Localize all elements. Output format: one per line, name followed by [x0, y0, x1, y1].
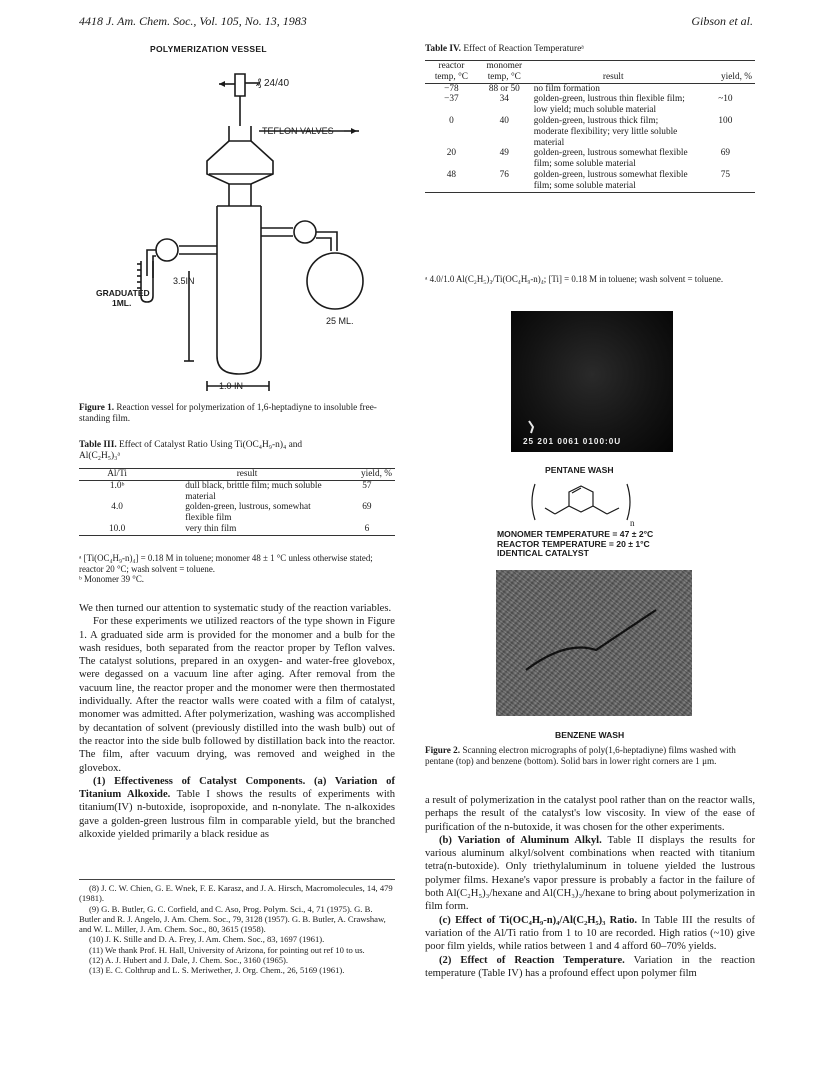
condition-catalyst: IDENTICAL CATALYST	[497, 548, 589, 559]
right-column-body	[425, 794, 755, 980]
table4-header: result	[602, 71, 624, 82]
table-row	[425, 94, 755, 116]
table3-caption: Table III. Effect of Catalyst Ratio Using Ti(OC₄H₉-n)₄ and Al(C₂H₅)₃ᵃ	[79, 440, 303, 461]
table-row	[425, 116, 755, 148]
table-cell: 1.0ᵇ	[109, 480, 125, 491]
table-cell: very thin film	[185, 523, 237, 534]
table-cell: 6	[364, 523, 370, 534]
label-graduated: GRADUATED	[96, 288, 150, 298]
paragraph: (1) Effectiveness of Catalyst Components. (a) Variation of Titanium Alkoxide. Table I shows the results of experiments with titanium(IV) n-butoxide, isopropoxide, and n-nonylate. The n-alkoxides gave a golden-green lustrous film in comparable yield, but the branched alkoxide yielded primarily a black residue as	[79, 775, 395, 841]
condition-reactor-temp: REACTOR TEMPERATURE = 20 ± 1°C	[497, 538, 650, 549]
label-width: 1.0 IN	[219, 381, 244, 391]
table-cell: no film formation	[533, 83, 600, 94]
table3-header: Al/Ti	[107, 469, 128, 479]
table-cell: 40	[499, 115, 509, 126]
label-bulb-volume: 25 ML.	[326, 316, 354, 326]
table-cell: 69	[362, 502, 372, 513]
table4-caption: Table IV. Effect of Reaction Temperatureᵃ	[425, 44, 584, 54]
paragraph: (c) Effect of Ti(OC₄H₉-n)₄/Al(C₂H₅)₃ Ratio. In Table III the results of variation of the Al/Ti ratio from 1 to 10 are recorded. High ratios (~10) give poor film yields, while ratios between 1 and 4 afford 60–70% yields.	[425, 914, 755, 953]
paragraph: (2) Effect of Reaction Temperature. Variation in the reaction temperature (Table IV) has a profound effect upon polymer film	[425, 954, 755, 979]
reference: (13) E. C. Colthrup and L. S. Meriwether, J. Org. Chem., 26, 5169 (1961).	[89, 965, 345, 976]
section-heading: (c) Effect of Ti(OC₄H₉-n)₄/Al(C₂H₅)₃ Ratio.	[439, 914, 638, 926]
figure1-diagram	[79, 56, 395, 401]
table-cell: golden-green, lustrous somewhat flexible film; some soluble material	[533, 148, 688, 170]
table-cell: 88 or 50	[488, 83, 520, 94]
table-cell: 49	[499, 148, 509, 159]
label-graduated-ml: 1ML.	[112, 298, 132, 308]
table-cell: −78	[444, 83, 459, 94]
references	[79, 883, 395, 976]
table-cell: −37	[444, 94, 459, 105]
joint-icon: ₰	[256, 78, 264, 89]
section-heading: (b) Variation of Aluminum Alkyl.	[439, 834, 602, 846]
pentane-wash-label: PENTANE WASH	[545, 465, 614, 475]
reference: (10) J. K. Stille and D. A. Frey, J. Am. Chem. Soc., 83, 1697 (1961).	[89, 934, 325, 945]
running-header-right: Gibson et al.	[691, 14, 753, 28]
section-heading: (1) Effectiveness of Catalyst Components. (a) Variation of Titanium Alkoxide.	[79, 775, 395, 801]
table-row	[425, 170, 755, 192]
table4	[425, 60, 755, 193]
table-cell: 20	[446, 148, 457, 159]
label-height: 3.5IN	[173, 276, 195, 286]
paragraph: We then turned our attention to systematic study of the reaction variables.	[79, 603, 392, 614]
table-cell: golden-green, lustrous, somewhat flexible film	[185, 502, 311, 524]
table-row	[79, 480, 395, 502]
table4-header: monomer temp, °C	[486, 61, 523, 82]
reference: (8) J. C. W. Chien, G. E. Wnek, F. E. Karasz, and J. A. Hirsch, Macromolecules, 14, 479 (1981).	[79, 883, 393, 904]
sem-micrograph-benzene	[496, 570, 692, 716]
table-cell: ~10	[718, 94, 733, 105]
table-cell: 76	[499, 169, 509, 180]
table-cell	[696, 83, 755, 94]
table-cell: 34	[499, 94, 509, 105]
table-cell: 4.0	[111, 502, 123, 513]
repeat-unit-n: n	[630, 518, 635, 528]
sem-code: 25 201 0061 0100:0U	[523, 437, 622, 446]
label-teflon-valves: TEFLON VALVES	[262, 126, 334, 136]
label-joint: ₰ 24/40	[256, 78, 290, 89]
table4-header: yield, %	[721, 71, 752, 82]
table3-header: result	[236, 469, 258, 479]
polymer-structure	[525, 478, 645, 526]
table3-footnote-b: ᵇ Monomer 39 °C.	[79, 574, 144, 585]
reference: (11) We thank Prof. H. Hall, University of Arizona, for pointing out ref 10 to us.	[89, 944, 365, 955]
table-row	[79, 502, 395, 524]
figure2-caption: Figure 2. Scanning electron micrographs of poly(1,6-heptadiyne) films washed with pentane (top) and benzene (bottom). Solid bars in lower right corners are 1 μm.	[425, 745, 736, 767]
figure2-conditions	[497, 530, 653, 559]
table4-header: reactor temp, °C	[434, 61, 469, 82]
table-cell: 10.0	[108, 523, 126, 534]
table-row	[425, 83, 755, 94]
figure1-caption: Figure 1. Reaction vessel for polymerization of 1,6-heptadiyne to insoluble free-standing film.	[79, 402, 377, 424]
table-cell: golden-green, lustrous thick film; moderate flexibility; very little soluble material	[533, 115, 678, 148]
condition-monomer-temp: MONOMER TEMPERATURE = 47 ± 2°C	[497, 529, 654, 539]
table-cell: golden-green, lustrous somewhat flexible film; some soluble material	[533, 169, 688, 191]
table3-footnote-a: ᵃ [Ti(OC₄H₉-n)₄] = 0.18 M in toluene; monomer 48 ± 1 °C unless otherwise stated; reactor 20 °C; wash solvent = toluene.	[79, 553, 373, 574]
table3-header: yield, %	[361, 469, 392, 479]
figure1-title: POLYMERIZATION VESSEL	[150, 44, 267, 54]
table3	[79, 468, 395, 536]
paragraph: For these experiments we utilized reactors of the type shown in Figure 1. A graduated side arm is provided for the monomer and a bulb for the wash residues, both separated from the reactor proper by Teflon valves. The catalyst solutions, prepared in an oxygen- and water-free glovebox, were degassed on a vacuum line after aging. After removal from the vacuum line, the reactor proper and the monomer were then thermostated individually. After the reactor walls were coated with a film of catalyst, monomer was admitted. After polymerization, washing was accomplished by decantation of solvent (previously distilled into the wash bulb) out of the reactor into the side bulb followed by distillation back into the reactor. The film, after vacuum drying, was removed and weighed in the glovebox.	[79, 616, 395, 774]
table-cell: golden-green, lustrous thin flexible film; low yield; much soluble material	[533, 94, 685, 116]
table-cell: 0	[449, 115, 454, 126]
table4-footnote: ᵃ 4.0/1.0 Al(C₂H₅)₃/Ti(OC₄H₉-n)₄; [Ti] = 0.18 M in toluene; wash solvent = toluene.	[425, 274, 724, 284]
table-cell: 57	[362, 480, 372, 491]
table-row	[79, 524, 395, 535]
paragraph: (b) Variation of Aluminum Alkyl. Table II displays the results for various aluminum alkyl/solvent combinations when reacted with titanium tetra(n-butoxide). Only triethylaluminum in toluene yielded the lustrous polymer films. Hexane's vapor pressure is probably a factor in the failure of both Al(C₂H₅)₃/hexane and Al(CH₃)₃/hexane to bring about polymerization in film form.	[425, 834, 755, 913]
table-cell: 100	[718, 115, 733, 126]
table3-header-row	[79, 469, 395, 481]
paragraph: a result of polymerization in the catalyst pool rather than on the reactor walls, perhaps the result of the catalyst's low viscosity. In view of the ease of purification of the n-butoxide, it was chosen for the other experiments.	[425, 795, 755, 833]
left-column-body	[79, 602, 395, 841]
table-row	[425, 148, 755, 170]
table-cell: 75	[720, 169, 731, 180]
table3-footnotes	[79, 553, 395, 585]
table-cell: dull black, brittle film; much soluble material	[185, 480, 322, 502]
running-header-left: 4418 J. Am. Chem. Soc., Vol. 105, No. 13, 1983	[79, 14, 307, 28]
reference: (12) A. J. Hubert and J. Dale, J. Chem. Soc., 3160 (1965).	[89, 955, 289, 966]
table-cell: 69	[720, 148, 731, 159]
table-cell: 48	[446, 169, 457, 180]
benzene-wash-label: BENZENE WASH	[555, 730, 625, 740]
table4-header-row	[425, 61, 755, 84]
reference: (9) G. B. Butler, G. C. Corfield, and C. Aso, Prog. Polym. Sci., 4, 71 (1975). G. B. Butler and R. J. Angelo, J. Am. Chem. Soc., 79, 3128 (1957). G. B. Butler, A. Crawshaw, and W. L. Miller, J. Am. Chem. Soc., 80, 3615 (1958).	[79, 903, 386, 935]
section-heading: (2) Effect of Reaction Temperature.	[439, 954, 625, 966]
sem-micrograph-pentane	[511, 311, 673, 452]
